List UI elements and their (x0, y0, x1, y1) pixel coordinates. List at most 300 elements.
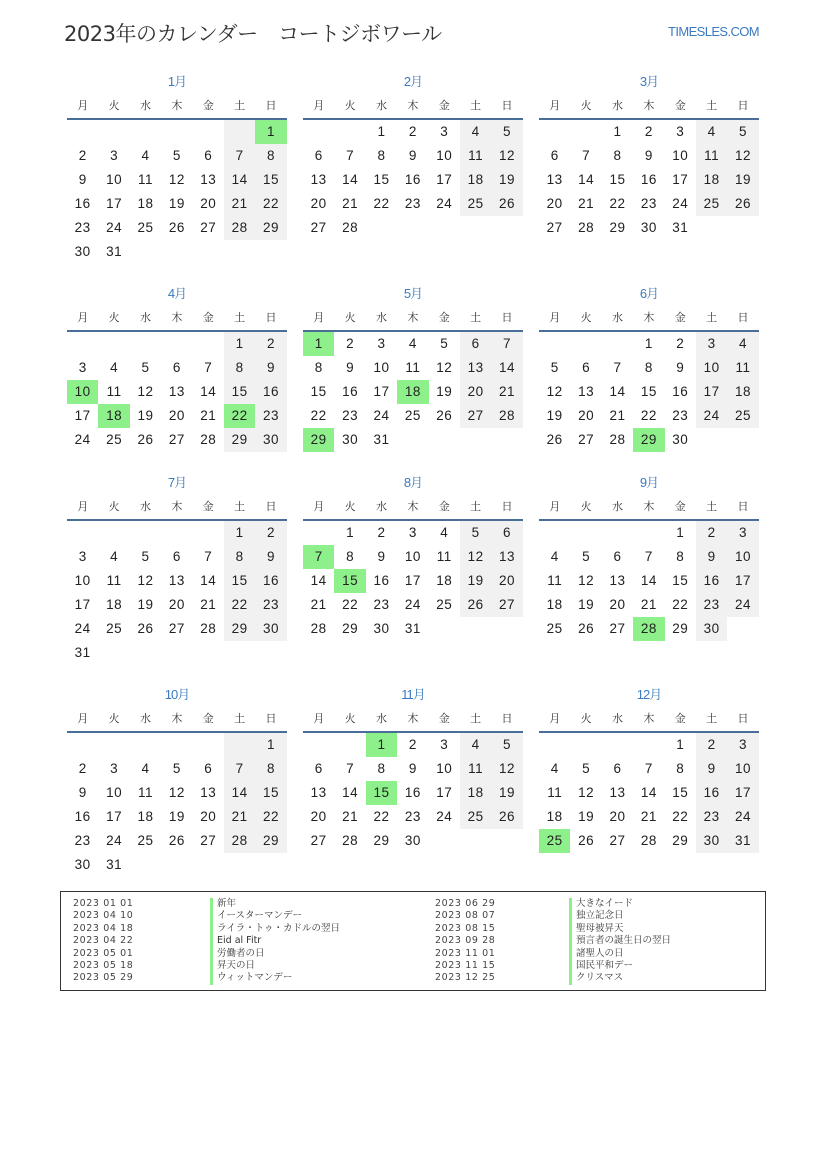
day-cell: 13 (168, 384, 185, 399)
day-cell: 17 (727, 569, 758, 593)
day-cell: 1 (224, 521, 255, 545)
day-cell: 17 (672, 172, 689, 187)
day-cell: 3 (78, 360, 87, 375)
day-cell: 31 (727, 829, 758, 853)
weekday-label: 水 (611, 712, 623, 725)
day-cell: 21 (224, 805, 255, 829)
day-cell: 18 (696, 168, 727, 192)
day-cell: 14 (609, 384, 626, 399)
holiday-day-cell: 7 (303, 545, 334, 569)
day-cell: 8 (613, 148, 622, 163)
day-cell: 31 (106, 857, 123, 872)
day-cell: 14 (491, 356, 522, 380)
day-cell: 6 (204, 148, 213, 163)
weekday-label: 水 (611, 311, 623, 324)
weekday-label: 火 (108, 500, 120, 513)
weekday-label: 木 (643, 500, 655, 513)
day-cell: 2 (78, 148, 87, 163)
day-cell: 30 (255, 617, 286, 641)
weekday-label: 日 (737, 500, 749, 513)
weekday-label: 火 (344, 99, 356, 112)
day-cell: 8 (255, 757, 286, 781)
month-title: 4月 (167, 286, 187, 301)
day-cell: 2 (408, 737, 417, 752)
day-cell: 14 (640, 573, 657, 588)
day-cell: 12 (727, 144, 758, 168)
day-cell: 18 (137, 196, 154, 211)
day-cell: 18 (546, 597, 563, 612)
holiday-name: 国民平和デー (569, 960, 633, 972)
day-cell: 4 (141, 148, 150, 163)
day-cell: 29 (373, 833, 390, 848)
day-cell: 11 (547, 785, 563, 800)
day-cell: 6 (582, 360, 591, 375)
empty-day-cell (303, 120, 334, 144)
weekday-label: 火 (344, 311, 356, 324)
day-cell: 5 (440, 336, 449, 351)
day-cell: 13 (460, 356, 491, 380)
holiday-day-cell: 18 (397, 380, 428, 404)
day-cell: 8 (346, 549, 355, 564)
day-grid (303, 733, 523, 853)
day-cell: 22 (255, 805, 286, 829)
day-cell: 18 (727, 380, 758, 404)
day-cell: 24 (436, 809, 453, 824)
day-cell: 21 (342, 196, 359, 211)
empty-day-cell (98, 521, 129, 545)
day-cell: 11 (436, 549, 452, 564)
weekday-label: 木 (407, 500, 419, 513)
weekday-label: 火 (344, 712, 356, 725)
weekday-label: 日 (737, 99, 749, 112)
month-9 (539, 471, 759, 641)
empty-day-cell (633, 733, 664, 757)
day-cell: 20 (200, 196, 217, 211)
day-cell: 13 (546, 172, 563, 187)
day-cell: 30 (696, 829, 727, 853)
day-cell: 3 (408, 525, 417, 540)
day-cell: 27 (168, 621, 185, 636)
weekday-label: 月 (77, 712, 89, 725)
day-cell: 22 (373, 196, 390, 211)
day-cell: 3 (440, 124, 449, 139)
day-cell: 5 (141, 360, 150, 375)
day-cell: 7 (224, 757, 255, 781)
day-cell: 13 (310, 172, 327, 187)
day-cell: 25 (137, 220, 154, 235)
weekday-label: 月 (549, 99, 561, 112)
weekday-label: 水 (375, 311, 387, 324)
day-cell: 7 (346, 761, 355, 776)
weekday-label: 木 (171, 311, 183, 324)
empty-day-cell (539, 521, 570, 545)
weekday-header (303, 306, 523, 332)
holiday-name: クリスマス (569, 972, 623, 984)
day-cell: 3 (727, 733, 758, 757)
day-cell: 27 (460, 404, 491, 428)
day-cell: 16 (255, 569, 286, 593)
day-cell: 28 (224, 216, 255, 240)
month-title: 12月 (636, 687, 662, 702)
day-cell: 4 (440, 525, 449, 540)
empty-day-cell (539, 120, 570, 144)
day-cell: 23 (255, 404, 286, 428)
day-cell: 27 (546, 220, 563, 235)
holiday-day-cell: 15 (366, 781, 397, 805)
day-cell: 4 (110, 549, 119, 564)
day-cell: 29 (255, 216, 286, 240)
day-cell: 25 (727, 404, 758, 428)
holiday-day-cell: 1 (303, 332, 334, 356)
day-cell: 17 (74, 408, 91, 423)
empty-day-cell (67, 521, 98, 545)
holiday-date: 2023 06 29 (435, 898, 496, 909)
day-cell: 1 (613, 124, 622, 139)
weekday-header (67, 306, 287, 332)
weekday-label: 金 (202, 712, 214, 725)
day-cell: 7 (613, 360, 622, 375)
day-cell: 30 (74, 244, 91, 259)
day-cell: 16 (255, 380, 286, 404)
day-grid (539, 521, 759, 641)
month-title: 7月 (167, 475, 187, 490)
day-cell: 7 (224, 144, 255, 168)
weekday-header (539, 707, 759, 733)
day-cell: 15 (310, 384, 327, 399)
weekday-label: 土 (706, 99, 718, 112)
weekday-header (539, 306, 759, 332)
day-cell: 29 (255, 829, 286, 853)
day-cell: 27 (168, 432, 185, 447)
weekday-label: 日 (501, 99, 513, 112)
day-cell: 17 (436, 172, 453, 187)
day-cell: 22 (373, 809, 390, 824)
day-cell: 10 (727, 757, 758, 781)
day-cell: 28 (640, 833, 657, 848)
day-cell: 11 (460, 144, 491, 168)
day-grid (539, 332, 759, 452)
site-logo[interactable]: TIMESLES.COM (668, 24, 760, 39)
day-cell: 30 (373, 621, 390, 636)
holiday-date: 2023 04 18 (73, 922, 134, 934)
day-cell: 23 (373, 597, 390, 612)
day-cell: 2 (255, 521, 286, 545)
day-cell: 20 (310, 196, 327, 211)
day-cell: 28 (491, 404, 522, 428)
day-cell: 24 (727, 805, 758, 829)
day-cell: 12 (168, 172, 185, 187)
day-cell: 24 (404, 597, 421, 612)
holiday-name: 独立記念日 (569, 910, 624, 922)
day-cell: 15 (609, 172, 626, 187)
empty-day-cell (130, 521, 161, 545)
empty-day-cell (602, 521, 633, 545)
day-cell: 24 (106, 833, 123, 848)
day-cell: 23 (696, 593, 727, 617)
day-cell: 5 (582, 549, 591, 564)
day-cell: 20 (491, 569, 522, 593)
day-cell: 30 (74, 857, 91, 872)
empty-day-cell (633, 521, 664, 545)
day-cell: 1 (676, 737, 685, 752)
day-cell: 22 (255, 192, 286, 216)
day-cell: 9 (408, 148, 417, 163)
day-grid (303, 332, 523, 452)
day-cell: 20 (546, 196, 563, 211)
weekday-label: 木 (643, 712, 655, 725)
day-cell: 4 (141, 761, 150, 776)
day-cell: 5 (172, 148, 181, 163)
holiday-row (61, 960, 765, 972)
holiday-name: 聖母被昇天 (569, 923, 624, 935)
day-cell: 17 (373, 384, 390, 399)
day-cell: 24 (727, 593, 758, 617)
month-title: 8月 (403, 475, 423, 490)
weekday-label: 土 (470, 311, 482, 324)
weekday-label: 水 (139, 500, 151, 513)
empty-day-cell (67, 120, 98, 144)
day-cell: 8 (255, 144, 286, 168)
day-cell: 10 (672, 148, 689, 163)
day-cell: 3 (440, 737, 449, 752)
month-11 (303, 683, 523, 853)
day-cell: 2 (377, 525, 386, 540)
day-cell: 24 (696, 404, 727, 428)
weekday-label: 金 (202, 500, 214, 513)
day-cell: 28 (342, 220, 359, 235)
holiday-date: 2023 08 15 (435, 922, 496, 934)
day-cell: 3 (110, 148, 119, 163)
holiday-name: ウィットマンデー (210, 972, 292, 984)
day-cell: 18 (460, 781, 491, 805)
day-cell: 13 (609, 573, 626, 588)
day-cell: 21 (224, 192, 255, 216)
day-cell: 26 (491, 192, 522, 216)
day-cell: 18 (137, 809, 154, 824)
day-cell: 24 (74, 621, 91, 636)
day-cell: 28 (200, 621, 217, 636)
empty-day-cell (130, 733, 161, 757)
day-cell: 27 (310, 833, 327, 848)
weekday-label: 金 (202, 311, 214, 324)
day-cell: 4 (460, 733, 491, 757)
month-10 (67, 683, 287, 877)
holiday-row (61, 910, 765, 922)
day-cell: 20 (310, 809, 327, 824)
day-cell: 1 (377, 124, 386, 139)
holiday-day-cell: 1 (255, 120, 286, 144)
day-cell: 5 (141, 549, 150, 564)
holiday-date: 2023 11 15 (435, 960, 496, 971)
day-cell: 31 (404, 621, 421, 636)
day-cell: 1 (676, 525, 685, 540)
day-cell: 6 (613, 761, 622, 776)
day-cell: 25 (404, 408, 421, 423)
holiday-day-cell: 28 (633, 617, 664, 641)
day-cell: 7 (204, 360, 213, 375)
page-title: 2023年のカレンダー コートジボワール (64, 22, 442, 46)
day-cell: 2 (696, 733, 727, 757)
day-cell: 20 (200, 809, 217, 824)
day-cell: 23 (255, 593, 286, 617)
day-cell: 29 (672, 833, 689, 848)
weekday-label: 土 (706, 311, 718, 324)
day-cell: 18 (436, 573, 453, 588)
day-cell: 9 (644, 148, 653, 163)
weekday-label: 金 (438, 99, 450, 112)
day-cell: 19 (491, 781, 522, 805)
day-cell: 14 (310, 573, 327, 588)
weekday-label: 日 (265, 712, 277, 725)
day-cell: 4 (696, 120, 727, 144)
day-cell: 24 (672, 196, 689, 211)
day-cell: 17 (106, 809, 123, 824)
day-cell: 6 (491, 521, 522, 545)
weekday-label: 火 (344, 500, 356, 513)
day-cell: 13 (578, 384, 595, 399)
day-cell: 15 (224, 380, 255, 404)
weekday-label: 水 (139, 712, 151, 725)
day-cell: 3 (676, 124, 685, 139)
day-grid (67, 733, 287, 877)
day-cell: 21 (200, 408, 217, 423)
weekday-label: 土 (234, 500, 246, 513)
day-cell: 26 (491, 805, 522, 829)
day-grid (539, 120, 759, 240)
holiday-row (61, 898, 765, 910)
day-cell: 13 (310, 785, 327, 800)
empty-day-cell (570, 120, 601, 144)
day-cell: 12 (436, 360, 453, 375)
day-cell: 11 (696, 144, 727, 168)
day-cell: 22 (609, 196, 626, 211)
empty-day-cell (130, 120, 161, 144)
day-cell: 6 (172, 360, 181, 375)
holiday-date: 2023 05 18 (73, 960, 134, 971)
weekday-label: 火 (108, 712, 120, 725)
day-cell: 14 (640, 785, 657, 800)
day-cell: 21 (491, 380, 522, 404)
month-title: 10月 (164, 687, 190, 702)
day-cell: 8 (224, 545, 255, 569)
day-cell: 5 (491, 120, 522, 144)
weekday-label: 木 (407, 311, 419, 324)
day-cell: 19 (491, 168, 522, 192)
month-title: 11月 (401, 687, 425, 702)
day-cell: 27 (200, 220, 217, 235)
day-cell: 9 (696, 757, 727, 781)
holiday-name: 諸聖人の日 (569, 948, 624, 960)
month-title: 9月 (639, 475, 659, 490)
holiday-day-cell: 18 (98, 404, 129, 428)
weekday-header (539, 495, 759, 521)
day-cell: 4 (408, 336, 417, 351)
empty-day-cell (193, 521, 224, 545)
day-cell: 1 (346, 525, 355, 540)
day-cell: 7 (204, 549, 213, 564)
day-cell: 20 (168, 408, 185, 423)
weekday-label: 木 (171, 99, 183, 112)
weekday-label: 日 (737, 712, 749, 725)
day-cell: 6 (204, 761, 213, 776)
weekday-header (67, 495, 287, 521)
empty-day-cell (193, 120, 224, 144)
holiday-name: イースターマンデー (210, 910, 302, 922)
day-cell: 11 (405, 360, 421, 375)
day-cell: 2 (255, 332, 286, 356)
day-cell: 11 (106, 573, 122, 588)
day-cell: 3 (696, 332, 727, 356)
holiday-row (61, 948, 765, 960)
weekday-label: 月 (77, 500, 89, 513)
weekday-label: 月 (77, 311, 89, 324)
weekday-label: 土 (706, 712, 718, 725)
empty-day-cell (161, 521, 192, 545)
holiday-name: Eid al Fitr (210, 935, 261, 947)
day-cell: 2 (644, 124, 653, 139)
weekday-label: 日 (737, 311, 749, 324)
empty-day-cell (602, 332, 633, 356)
day-cell: 17 (727, 781, 758, 805)
day-cell: 28 (578, 220, 595, 235)
weekday-label: 木 (407, 712, 419, 725)
day-cell: 29 (609, 220, 626, 235)
weekday-label: 金 (438, 311, 450, 324)
day-cell: 2 (346, 336, 355, 351)
day-cell: 22 (310, 408, 327, 423)
weekday-header (303, 94, 523, 120)
day-cell: 11 (137, 785, 153, 800)
day-cell: 14 (342, 785, 359, 800)
holiday-name: 新年 (210, 898, 236, 910)
day-cell: 19 (137, 597, 154, 612)
weekday-label: 土 (234, 712, 246, 725)
day-cell: 22 (672, 597, 689, 612)
day-grid (539, 733, 759, 853)
day-cell: 27 (310, 220, 327, 235)
holiday-list (60, 891, 766, 991)
weekday-header (303, 495, 523, 521)
day-cell: 26 (137, 432, 154, 447)
weekday-label: 土 (470, 500, 482, 513)
day-cell: 26 (727, 192, 758, 216)
day-cell: 3 (110, 761, 119, 776)
day-cell: 10 (373, 360, 390, 375)
day-cell: 8 (224, 356, 255, 380)
holiday-name: ライラ・トゥ・カドルの翌日 (210, 923, 340, 935)
day-cell: 9 (255, 356, 286, 380)
weekday-label: 水 (375, 712, 387, 725)
holiday-date: 2023 04 22 (73, 935, 134, 947)
weekday-label: 木 (171, 712, 183, 725)
day-cell: 6 (314, 761, 323, 776)
month-5 (303, 282, 523, 452)
holiday-day-cell: 22 (224, 404, 255, 428)
weekday-label: 水 (139, 311, 151, 324)
day-cell: 17 (106, 196, 123, 211)
day-cell: 28 (200, 432, 217, 447)
day-cell: 6 (314, 148, 323, 163)
month-title: 2月 (403, 74, 423, 89)
day-cell: 9 (696, 545, 727, 569)
holiday-date: 2023 12 25 (435, 972, 496, 984)
day-cell: 23 (640, 196, 657, 211)
day-cell: 22 (342, 597, 359, 612)
month-6 (539, 282, 759, 452)
day-cell: 27 (609, 833, 626, 848)
day-cell: 21 (640, 597, 657, 612)
day-cell: 27 (609, 621, 626, 636)
